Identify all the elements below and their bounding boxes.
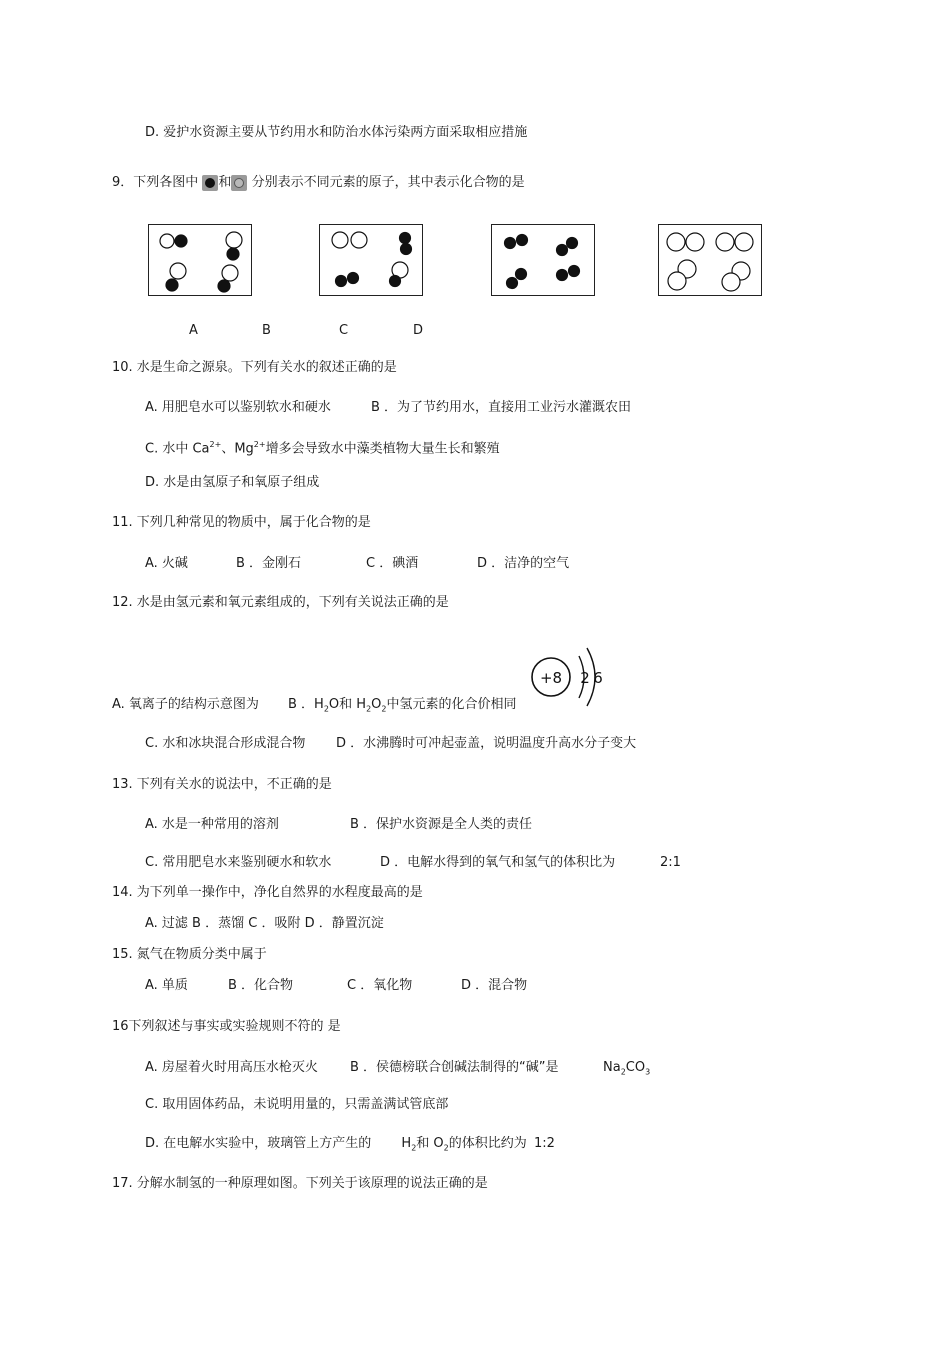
q9-figure-d bbox=[658, 224, 762, 296]
na2co3-na: Na bbox=[603, 1060, 621, 1075]
q10-option-c-mid: 、Mg bbox=[221, 441, 254, 457]
q13-option-c: C. 常用肥皂水来鉴别硬水和软水 bbox=[145, 855, 332, 870]
q16-option-d-ratio: 1:2 bbox=[534, 1136, 555, 1151]
q12-option-b-mid2: O bbox=[371, 697, 382, 712]
q10-option-b: B ．为了节约用水，直接用工业污水灌溉农田 bbox=[371, 400, 632, 415]
q16-option-d bbox=[145, 1135, 527, 1158]
q13-stem: 13. 下列有关水的说法中，不正确的是 bbox=[112, 777, 332, 792]
q10-option-d: D. 水是由氢原子和氧原子组成 bbox=[145, 475, 320, 490]
q15-option-d: D ．混合物 bbox=[461, 978, 528, 993]
q16-option-d-h: H bbox=[401, 1136, 412, 1151]
q9-suffix: 分别表示不同元素的原子，其中表示化合物的是 bbox=[251, 175, 525, 190]
q9-figure-b bbox=[319, 224, 423, 296]
q13-option-a: A. 水是一种常用的溶剂 bbox=[145, 817, 279, 832]
q12-option-a: A. 氧离子的结构示意图为 bbox=[112, 697, 259, 712]
shell-2-electrons: 6 bbox=[593, 669, 603, 687]
q16-option-b-formula bbox=[603, 1059, 650, 1082]
q9-prefix: 9．下列各图中 bbox=[112, 175, 199, 190]
h2-subscript: 2 bbox=[411, 1143, 417, 1153]
q16-option-a: A. 房屋着火时用高压水枪灭火 bbox=[145, 1060, 318, 1075]
na2co3-co: CO bbox=[625, 1060, 646, 1075]
q9-label-a: A bbox=[189, 323, 198, 338]
q9-label-c: C bbox=[339, 323, 349, 338]
q15-option-b: B ．化合物 bbox=[228, 978, 294, 993]
q16-stem: 16下列叙述与事实或实验规则不符的 是 bbox=[112, 1019, 341, 1034]
q12-option-b-pre: B ．H bbox=[288, 697, 324, 712]
q16-option-b: B ．侯德榜联合创碱法制得的“碱”是 bbox=[350, 1060, 559, 1075]
q15-option-c: C ．氧化物 bbox=[347, 978, 413, 993]
q9-figure-b-molecules bbox=[320, 225, 421, 294]
light-atom-icon bbox=[231, 175, 247, 191]
oxygen-ion-structure-diagram bbox=[527, 644, 609, 710]
q8-option-d: D. 爱护水资源主要从节约用水和防治水体污染两方面采取相应措施 bbox=[145, 125, 528, 140]
q11-stem: 11. 下列几种常见的物质中，属于化合物的是 bbox=[112, 515, 371, 530]
q15-stem: 15. 氮气在物质分类中属于 bbox=[112, 947, 267, 962]
q16-option-d-pre: D. 在电解水实验中，玻璃管上方产生的 bbox=[145, 1136, 372, 1151]
q9-figure-a bbox=[148, 224, 252, 296]
q9-stem bbox=[112, 174, 525, 192]
q9-figure-c bbox=[491, 224, 595, 296]
q12-option-b-post: 中氢元素的化合价相同 bbox=[386, 697, 517, 712]
q10-option-c-pre: C. 水中 Ca bbox=[145, 441, 210, 457]
q9-and: 和 bbox=[218, 175, 232, 190]
q10-option-c-post: 增多会导致水中藻类植物大量生长和繁殖 bbox=[265, 441, 500, 457]
q13-option-d-ratio: 2:1 bbox=[660, 855, 681, 870]
na2co3-sub-o: 3 bbox=[645, 1067, 651, 1077]
q9-figure-d-molecules bbox=[659, 225, 760, 294]
nucleus-charge: +8 bbox=[539, 669, 563, 687]
q12-option-b-mid: O和 H bbox=[328, 697, 367, 712]
q10-option-c bbox=[145, 436, 500, 458]
h2o-subscript: 2 bbox=[323, 704, 329, 714]
ca-charge: 2+ bbox=[209, 440, 222, 449]
q10-option-a: A. 用肥皂水可以鉴别软水和硬水 bbox=[145, 400, 331, 415]
q9-label-d: D bbox=[413, 323, 424, 338]
h2o2-subscript-o: 2 bbox=[381, 704, 387, 714]
q13-option-b: B ．保护水资源是全人类的责任 bbox=[350, 817, 533, 832]
q16-option-d-and: 和 O bbox=[416, 1136, 444, 1151]
h2o2-subscript-h: 2 bbox=[366, 704, 372, 714]
q13-option-d: D ．电解水得到的氧气和氢气的体积比为 bbox=[380, 855, 616, 870]
q17-stem: 17. 分解水制氢的一种原理如图。下列关于该原理的说法正确的是 bbox=[112, 1176, 488, 1191]
q11-option-b: B ．金刚石 bbox=[236, 556, 302, 571]
mg-charge: 2+ bbox=[253, 440, 266, 449]
o2-subscript: 2 bbox=[443, 1143, 449, 1153]
q9-figure-a-molecules bbox=[149, 225, 250, 294]
q15-option-a: A. 单质 bbox=[145, 978, 188, 993]
q11-option-d: D ．洁净的空气 bbox=[477, 556, 570, 571]
q16-option-d-post: 的体积比约为 bbox=[448, 1136, 527, 1151]
q14-stem: 14. 为下列单一操作中，净化自然界的水程度最高的是 bbox=[112, 885, 423, 900]
q14-options: A. 过滤 B ．蒸馏 C ．吸附 D ．静置沉淀 bbox=[145, 916, 384, 931]
q16-option-c: C. 取用固体药品，未说明用量的，只需盖满试管底部 bbox=[145, 1097, 449, 1112]
q10-stem: 10. 水是生命之源泉。下列有关水的叙述正确的是 bbox=[112, 360, 397, 375]
q12-option-d: D ．水沸腾时可冲起壶盖，说明温度升高水分子变大 bbox=[336, 736, 637, 751]
q12-option-b bbox=[288, 696, 517, 719]
shell-1-electrons: 2 bbox=[580, 669, 590, 687]
dark-atom-icon bbox=[202, 175, 218, 191]
q12-option-c: C. 水和冰块混合形成混合物 bbox=[145, 736, 306, 751]
na2co3-sub-na: 2 bbox=[620, 1067, 626, 1077]
q11-option-c: C ．碘酒 bbox=[366, 556, 419, 571]
q12-stem: 12. 水是由氢元素和氧元素组成的，下列有关说法正确的是 bbox=[112, 595, 449, 610]
q11-option-a: A. 火碱 bbox=[145, 556, 188, 571]
q9-figure-c-molecules bbox=[492, 225, 593, 294]
q9-label-b: B bbox=[262, 323, 271, 338]
